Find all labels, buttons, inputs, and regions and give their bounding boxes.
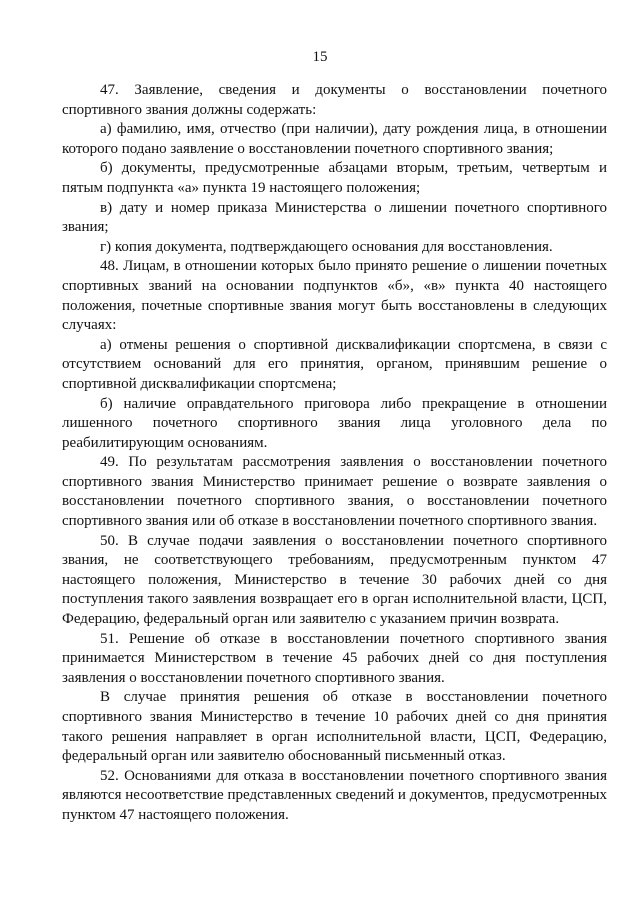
- paragraph-49: 49. По результатам рассмотрения заявления о восстановлении почетного спортивного звания Министерство принимает решение о возврате заявления о восстановлении почетного спортивного звания, о восстановлении почетного спортивного звания или об отказе в восстановлении почетного спортивного звания.: [62, 454, 607, 530]
- paragraph-52: 52. Основаниями для отказа в восстановлении почетного спортивного звания являются несоответствие представленных сведений и документов, предусмотренных пунктом 47 настоящего положения.: [62, 767, 607, 823]
- document-body: [62, 81, 607, 826]
- paragraph-50: 50. В случае подачи заявления о восстановлении почетного спортивного звания, не соответствующего требованиям, предусмотренным пунктом 47 настоящего положения, Министерство в течение 30 рабочих дней со дня поступления такого заявления возвращает его в орган исполнительной власти, ЦСП, Федерацию, федеральный орган или заявителю с указанием причин возврата.: [62, 532, 607, 628]
- paragraph-51-refusal: В случае принятия решения об отказе в восстановлении почетного спортивного звания Министерство в течение 10 рабочих дней со дня принятия такого решения направляет в орган исполнительной власти, ЦСП, Федерацию, федеральный орган или заявителю обоснованный письменный отказ.: [62, 689, 607, 765]
- paragraph-47: 47. Заявление, сведения и документы о восстановлении почетного спортивного звания должны содержать:: [62, 82, 607, 118]
- page-number: 15: [312, 49, 328, 65]
- paragraph-47-g: г) копия документа, подтверждающего основания для восстановления.: [100, 238, 553, 255]
- paragraph-47-v: в) дату и номер приказа Министерства о лишении почетного спортивного звания;: [62, 199, 607, 236]
- paragraph-47-a: а) фамилию, имя, отчество (при наличии), дату рождения лица, в отношении которого подано заявление о восстановлении почетного спортивного звания;: [62, 121, 607, 157]
- paragraph-48: 48. Лицам, в отношении которых было принято решение о лишении почетных спортивных званий на основании подпунктов «б», «в» пункта 40 настоящего положения, почетные спортивные звания могут быть восстановлены в следующих случаях:: [62, 258, 607, 334]
- paragraph-51: 51. Решение об отказе в восстановлении почетного спортивного звания принимается Министерством в течение 45 рабочих дней со дня поступления заявления о восстановлении почетного спортивного звания.: [62, 630, 607, 686]
- paragraph-47-b: б) документы, предусмотренные абзацами вторым, третьим, четвертым и пятым подпункта «а» пункта 19 настоящего положения;: [62, 160, 607, 196]
- paragraph-48-a: а) отмены решения о спортивной дисквалификации спортсмена, в связи с отсутствием оснований для его принятия, органом, принявшим решение о спортивной дисквалификации спортсмена;: [62, 336, 607, 392]
- paragraph-48-b: б) наличие оправдательного приговора либо прекращение в отношении лишенного почетного спортивного звания лица уголовного дела по реабилитирующим основаниям.: [62, 395, 607, 451]
